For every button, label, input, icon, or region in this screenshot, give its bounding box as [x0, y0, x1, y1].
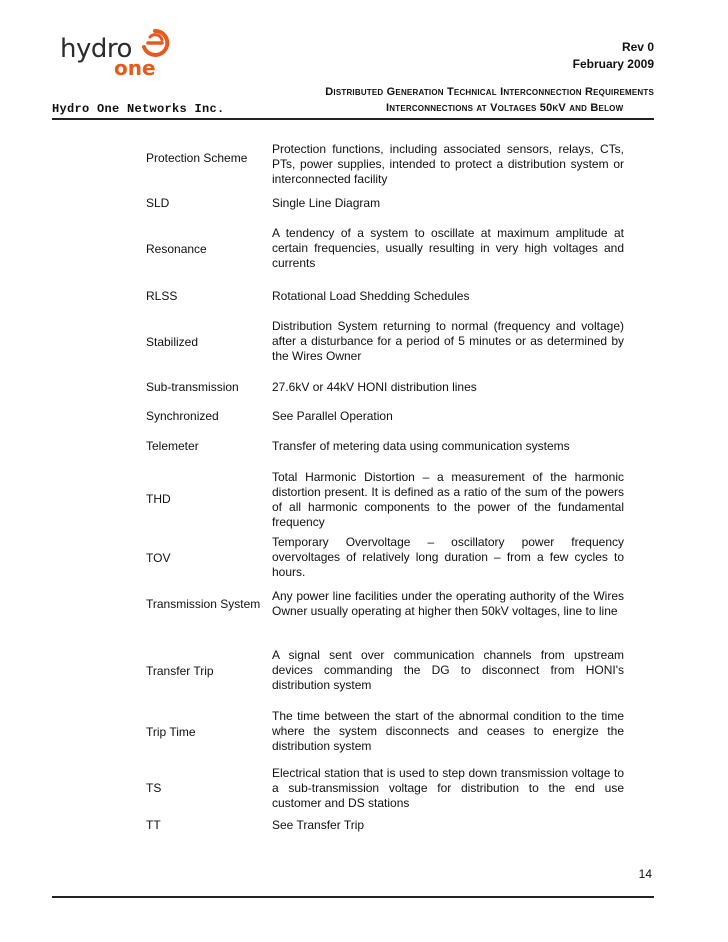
- glossary-definition: Protection functions, including associated sensors, relays, CTs, PTs, power supplies, intended to protect a distribution system or interconnected facility: [272, 142, 624, 186]
- glossary-term: TS: [146, 781, 162, 795]
- glossary-definition: A tendency of a system to oscillate at maximum amplitude at certain frequencies, usually resulting in very high voltages and currents: [272, 226, 624, 270]
- glossary-term: RLSS: [146, 289, 178, 303]
- glossary-term: Sub-transmission: [146, 380, 239, 394]
- glossary-definition: A signal sent over communication channels from upstream devices commanding the DG to disconnect from HONI's distribution system: [272, 648, 624, 692]
- glossary-term: Protection Scheme: [146, 151, 248, 165]
- revision-label: Rev 0: [621, 40, 654, 54]
- glossary-definition: Electrical station that is used to step down transmission voltage to a sub-transmission voltage for distribution to the end use customer and DS stations: [272, 766, 624, 810]
- glossary-term: Telemeter: [146, 439, 199, 453]
- glossary-definition: Temporary Overvoltage – oscillatory power frequency overvoltages of relatively long duration – from a few cycles to hours.: [272, 535, 624, 579]
- glossary-term: TT: [146, 818, 161, 832]
- company-name: Hydro One Networks Inc.: [52, 102, 225, 116]
- logo-word-one: one: [114, 56, 156, 80]
- page-number: 14: [638, 867, 652, 881]
- glossary-definition: Transfer of metering data using communication systems: [272, 439, 570, 453]
- glossary-term: Stabilized: [146, 335, 199, 349]
- glossary-definition: 27.6kV or 44kV HONI distribution lines: [272, 380, 477, 394]
- logo-word-hydro: hydro: [60, 34, 132, 64]
- glossary-term: Resonance: [146, 242, 207, 256]
- glossary-definition: Distribution System returning to normal (frequency and voltage) after a disturbance for a period of 5 minutes or as determined by the Wires Owner: [272, 319, 624, 363]
- footer-divider: [52, 896, 654, 898]
- document-title: Distributed Generation Technical Interconnection Requirements: [325, 86, 654, 98]
- glossary-term: Synchronized: [146, 409, 219, 423]
- document-subtitle: Interconnections at Voltages 50kV and Below: [386, 102, 624, 114]
- glossary-definition: Rotational Load Shedding Schedules: [272, 289, 470, 303]
- glossary-term: Transfer Trip: [146, 664, 214, 678]
- glossary-term: Trip Time: [146, 725, 196, 739]
- revision-date: February 2009: [572, 57, 654, 71]
- glossary-definition: See Parallel Operation: [272, 409, 393, 423]
- glossary-definition: The time between the start of the abnormal condition to the time where the system disconnects and ceases to energize the distribution system: [272, 709, 624, 753]
- glossary-definition: See Transfer Trip: [272, 818, 365, 832]
- glossary-definition: Any power line facilities under the operating authority of the Wires Owner usually operating at higher then 50kV voltages, line to line: [272, 589, 624, 618]
- glossary-definition: Single Line Diagram: [272, 196, 381, 210]
- glossary-term: TOV: [146, 551, 171, 565]
- glossary-definition: Total Harmonic Distortion – a measurement of the harmonic distortion present. It is defined as a ratio of the sum of the powers of all harmonic components to the power of the fundamental frequency: [272, 470, 624, 529]
- glossary-term: SLD: [146, 196, 170, 210]
- glossary-term: THD: [146, 492, 171, 506]
- glossary-term: Transmission System: [146, 597, 261, 611]
